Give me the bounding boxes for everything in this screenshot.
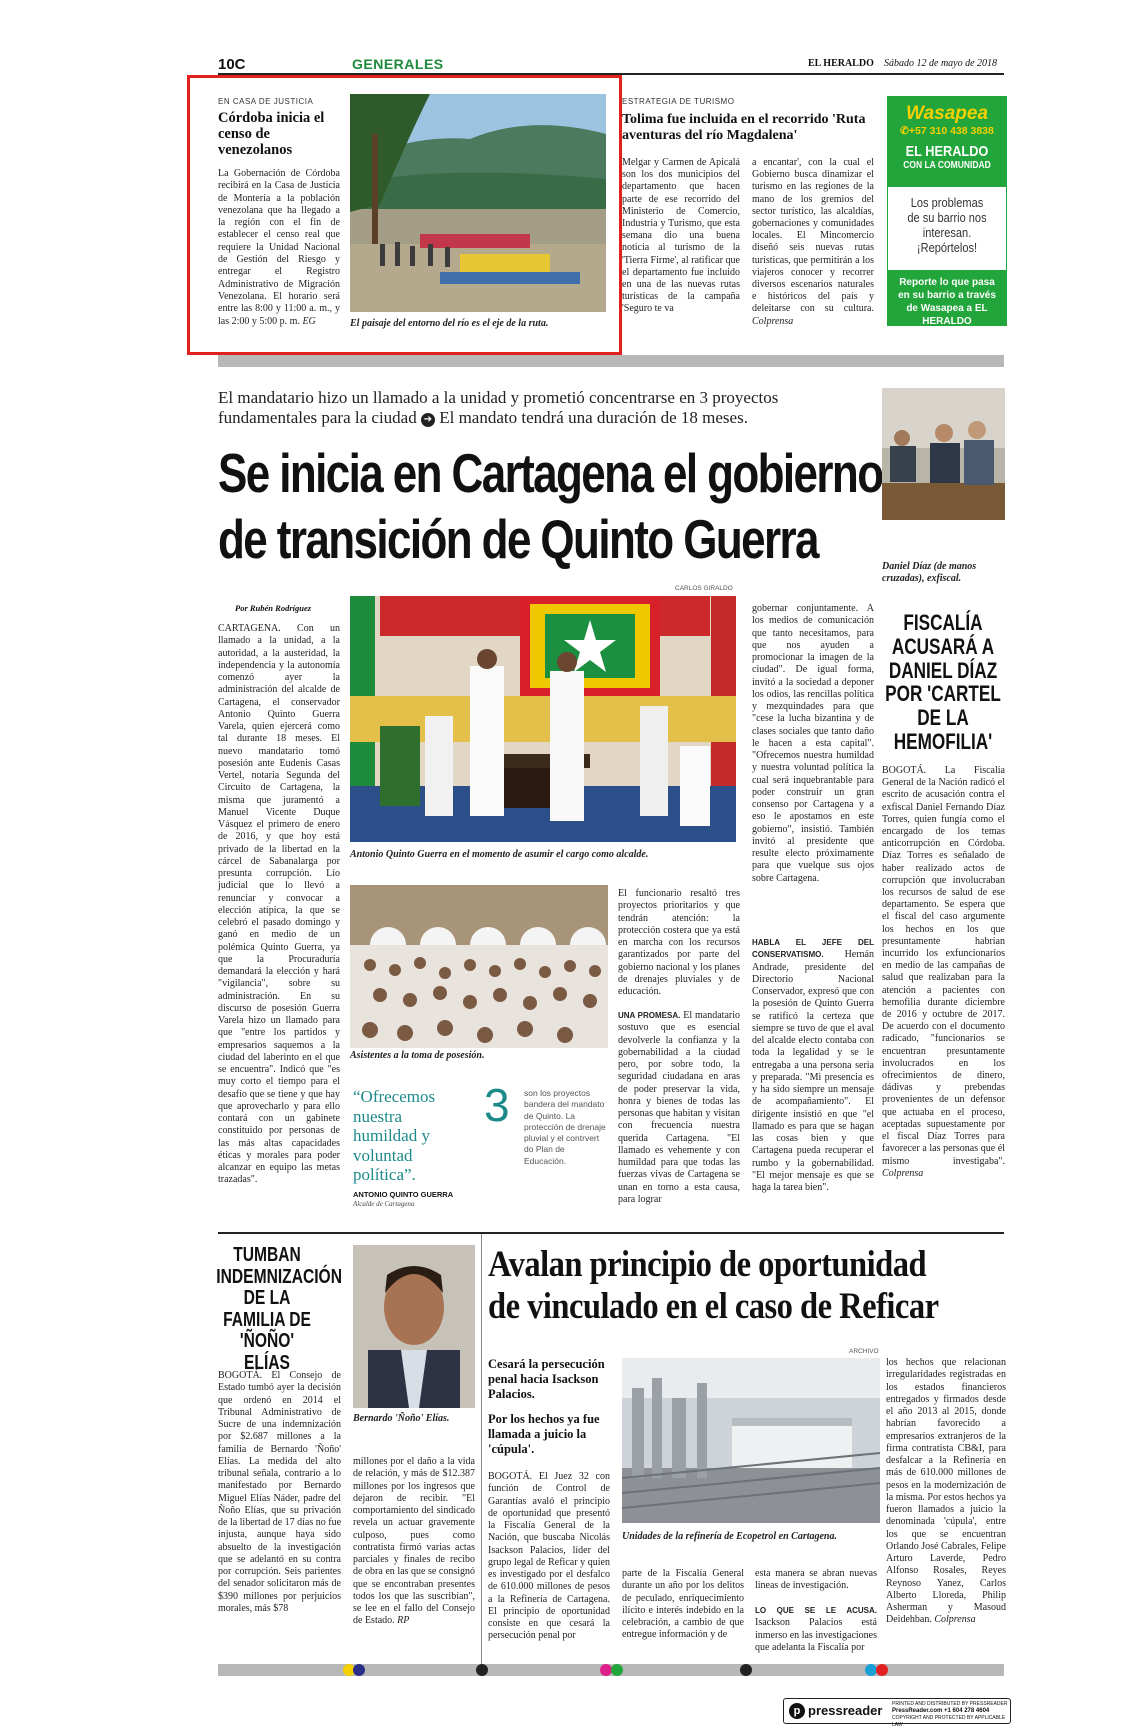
reficar-title: Avalan principio de oportunidad de vinculado en el caso de Reficar — [488, 1244, 939, 1327]
diaz-caption: Daniel Díaz (de manos cruzadas), exfiscal. — [882, 561, 977, 584]
page-number: 10C — [218, 56, 246, 73]
main-col4: gobernar conjuntamente. A los medios de comunicación que tanto necesitamos, para que nos ayuden a promocionar la imagen de la ciudad". De igual forma, invitó a la sociedad a deponer los odios, las rencillas política y mezquindades para que "cese la lucha bizantina y de clases sociales que tanto daño le hacen a esta capital". "Ofrecemos nuestra humildad y nuestra voluntad política la cual será inquebrantable para poder construir un gran consenso por Cartagena y a eso le apostamos en este gobierno", insistió. También invitó al presidente que resulte electo próximamente para que vuelque sus ojos sobre Cartagena. — [752, 603, 874, 884]
register-dot-red — [876, 1664, 888, 1676]
register-dot-blue — [353, 1664, 365, 1676]
pressreader-fine: PRINTED AND DISTRIBUTED BY PRESSREADER PressReader.com +1 604 278 4604 COPYRIGHT AND PROTECTED BY APPLICABLE LAW — [892, 1701, 1008, 1728]
nono-col2: millones por el daño a la vida de relación, y más de $12.387 millones por los ingresos que dejaron de recibir. "El comportamiento del sindicado revela un actuar gravemente culposo, pues como contratista firmó varias actas parciales y finales de recibo de obra en las que se consignó que se encontraban presentes todos los que las suscribían", se lee en el fallo del Consejo de Estado. RP — [353, 1456, 475, 1627]
column-divider — [481, 1234, 482, 1664]
wasapea-community: CON LA COMUNIDAD — [903, 160, 991, 171]
reficar-col1: BOGOTÁ. El Juez 32 con función de Control de Garantías avaló el principio de oportunidad que presentó la Fiscalía General de la Nación, que buscaba Nicolás Isackson Palacios, líder del grupo legal de Reficar y quien es investigado por el desfalco de 610.000 millones de pesos a la Refinería de Cartagena. El principio de oportunidad consiste en que cesará la persecución penal por — [488, 1471, 610, 1642]
nono-col1: BOGOTÁ. El Consejo de Estado tumbó ayer la decisión que ordenó en 2014 el Tribunal Administrativo de Sucre de una indemnización por $2.687 millones a la familia de Bernardo 'Ñoño' Elías. La medida del alto tribunal señala, contrario a lo manifestado por Bernardo Miguel Elías Náder, padre del Ñoño Elías, que su privación de la libertad de 17 días no fue injusta, aunque haya sido absuelto de la investigación que se adelantó en su contra por corrupción. Seis parientes del senador solicitaron más de $390 millones por perjuicios morales, más $78 — [218, 1370, 342, 1614]
pressreader-logo-icon: p — [789, 1703, 805, 1719]
ceremony-caption: Antonio Quinto Guerra en el momento de asumir el cargo como alcalde. — [350, 849, 649, 860]
elias-photo — [353, 1245, 475, 1408]
main-photo-credit: CARLOS GIRALDO — [675, 585, 733, 592]
main-col3b: UNA PROMESA. El mandatario sostuvo que es esencial devolverle la confianza y la gobernabilidad a la ciudad pero, por sobre todo, la seguridad ciudadana en aras de poder preservar la vida, honra y bienes de todas las personas que habitan y visitan con frecuencia nuestra querida Cartagena. "El llamado es vehemente y con humildad para que todas las fuerzas vivas de Cartagena se unan en torno a esta causa, para lograr — [618, 1010, 740, 1205]
fiscalia-title: FISCALÍA ACUSARÁ A DANIEL DÍAZ POR 'CARTEL DE LA HEMOFILIA' — [885, 610, 1001, 754]
reficar-col4: los hechos que relacionan irregularidades registradas en los estados financieros entregados y firmados desde el año 2013 al 2015, donde habrían favorecido a empresarios extranjeros de la firma contratista CB&I, para desfalcar a la Refinería en más de 610.000 millones de pesos en la modernización de la misma. Por estos hechos ya fueron llamados a juicio la denominada 'cúpula', entre los que se encuentran Orlando José Cabrales, Felipe Arturo Laverde, Pedro Alfonso Rosales, Reyes Reynoso Yanez, Carlos Alberto Lloreda, Philip Asherman y Masoud Deidehban. Colprensa — [886, 1357, 1006, 1626]
cordoba-body: La Gobernación de Córdoba recibirá en la Casa de Justicia de Montería a la población venezolana que ha llegado a la región con el fin de establecer el censo real que requiere la Unidad Nacional de Gestión del Riesgo y entregar el Registro Administrativo de Migración Venezolana. El horario será entre las 8:00 y 11:00 a. m., y las 2:00 y 5:00 p. m. EG — [218, 168, 340, 327]
reficar-photo-credit: ARCHIVO — [849, 1348, 879, 1355]
wasapea-box — [887, 96, 1007, 326]
byline: Por Rubén Rodríguez — [235, 603, 312, 613]
tolima-title: Tolima fue incluida en el recorrido 'Ruta aventuras del río Magdalena' — [622, 112, 866, 143]
reficar-col3b: LO QUE SE LE ACUSA. Isackson Palacios está inmerso en las investigaciones que adelanta la Fiscalía por — [755, 1606, 877, 1653]
refinery-caption: Unidades de la refinería de Ecopetrol en Cartagena. — [622, 1531, 837, 1542]
section-name: GENERALES — [352, 56, 444, 72]
river-photo — [350, 94, 606, 312]
tolima-col2: a encantar', con la cual el Gobierno busca dinamizar el turismo en las regiones de la mano de los gremios del sector turístico, las alcaldías, gobernaciones y comunidades locales. El Mincomercio diseñó seis nuevas rutas turísticas, que permitirán a los viajeros conocer y recorrer diversos escenarios naturales e históricos del país y deleitarse con su cultura. Colprensa — [752, 157, 874, 327]
register-dot-black — [476, 1664, 488, 1676]
wasapea-paper: EL HERALDO — [905, 143, 989, 160]
diaz-photo — [882, 388, 1005, 520]
wasapea-phone: ✆+57 310 438 3838 — [900, 125, 994, 137]
cordoba-title: Córdoba inicia el censo de venezolanos — [218, 110, 325, 158]
main-col3: El funcionario resaltó tres proyectos prioritarios y que tendrán atención: la protección costera que ya está en marcha con los recursos garantizados por parte del gobierno nacional y los planes de drenajes pluviales y de educación. — [618, 888, 740, 997]
wasapea-tagline: Los problemas de su barrio nos interesan. ¡Repórtelos! — [907, 195, 987, 255]
ceremony-photo — [350, 596, 736, 842]
refinery-photo — [622, 1358, 880, 1523]
wasapea-brand: Wasapea — [905, 103, 989, 124]
paper-name: EL HERALDO — [808, 58, 874, 69]
crowd-caption: Asistentes a la toma de posesión. — [350, 1050, 485, 1061]
main-col4b: HABLA EL JEFE DEL CONSERVATISMO. Hernán Andrade, presidente del Directorio Nacional Conservador, expresó que con la posesión de Quinto Guerra se ratificó la certeza que siempre se tuvo de que el aval del alcalde electo contaba con toda la legalidad y se le entregaba a una persona seria y preparada. "Mi presencia es y ha sido siempre un mensaje de acompañamiento". El dirigente insistió en que "el llamado es para que se hagan las cosas bien y que Cartagena pueda recuperar el rumbo y la gobernabilidad. "El mejor mensaje es que se haga la tarea bien". — [752, 938, 874, 1193]
fiscalia-body: BOGOTÁ. La Fiscalía General de la Nación radicó el escrito de acusación contra el exfiscal Daniel Fernando Díaz Torres, quien fungía como el encargado de los temas anticorrupción en Córdoba. Díaz Torres es señalado de haber realizado actos de corrupción que involucraban los recursos de salud de ese departamento. Se espera que el fiscal del caso argumente los hechos en los que presuntamente habrían incurrido los exfuncionarios en medio de las campañas de salud que realizaban para la atención a pacientes con hemofilia durante diciembre de 2016 y octubre de 2017. De acuerdo con el documento radicado, "funcionarios se encuentran presuntamente involucrados en los ofrecimientos de dinero, dádivas y prebendas provenientes de un defensor que actuaba en el proceso, aceptadas supuestamente por el fiscal Díaz Torres para favorecer a las personas que él mismo investigaba". Colprensa — [882, 765, 1005, 1179]
main-col1: CARTAGENA. Con un llamado a la unidad, a la autoridad, a la austeridad, la independencia y la autonomía comenzó ayer la administración del alcalde de Cartagena, el conservador Antonio Quinto Guerra Varela, quien ejercerá como tal durante 18 meses. El nuevo mandatario tomó posesión ante Eudenis Casas Vertel, notaria Segunda del Circuito de Cartagena, la misma que juramentó a Manuel Vicente Duque Vásquez el primero de enero de 2016, y que hoy está privado de la libertad en la cárcel de Sabanalarga por presunta corrupción. Lío judicial que lo llevó a renunciar y convocar a elección atípica, la que se celebró el pasado domingo y ganó en medio de un polémica Quinto Guerra, ya que la Procuraduría demandará la elección y hará "vigilancia", sobre su administración. En su discurso de posesión Guerra Varela hizo un llamado para que "entre los partidos y empresarios saquemos a la ciudad del laberinto en el que se encuentra". Indicó que "es muy corto el tiempo para el desafío que se tiene y que hay que aprovecharlo y para ello contará con un gabinete constituido por personas de las más altas capacidades éticas y morales para poder alcanzar en equipo las metas trazadas". — [218, 623, 340, 1186]
reficar-col3: esta manera se abran nuevas líneas de investigación. — [755, 1568, 877, 1592]
reficar-sub1: Cesará la persecución penal hacia Isackson Palacios. — [488, 1357, 605, 1401]
main-title: Se inicia en Cartagena el gobierno de transición de Quinto Guerra — [218, 442, 883, 570]
reficar-col2: parte de la Fiscalía General durante un año por los delitos de peculado, enriquecimiento ilícito e interés indebido en la celebración, a cambio de que entregue información y de — [622, 1568, 744, 1641]
main-deck: El mandatario hizo un llamado a la unidad y prometió concentrarse en 3 proyectos fundamentales para la ciudad ➔ El mandato tendrá una duración de 18 meses. — [218, 388, 779, 427]
pressreader-badge[interactable] — [783, 1698, 1011, 1728]
cordoba-caption: El paisaje del entorno del río es el eje de la ruta. — [350, 318, 549, 329]
wasapea-cta: Reporte lo que pasa en su barrio a través de Wasapea a EL HERALDO — [888, 270, 1006, 325]
crowd-photo — [350, 885, 608, 1048]
elias-caption: Bernardo 'Ñoño' Elías. — [353, 1413, 450, 1424]
big-number: 3 — [484, 1079, 510, 1131]
nono-title: TUMBAN INDEMNIZACIÓN DE LA FAMILIA DE 'ÑOÑO' ELÍAS — [216, 1244, 342, 1374]
grey-band — [218, 355, 1004, 367]
arrow-icon: ➔ — [421, 413, 435, 427]
register-dot-black-2 — [740, 1664, 752, 1676]
section-rule — [218, 1232, 1004, 1234]
quote-role: Alcalde de Cartagena — [353, 1200, 415, 1208]
quote-name: ANTONIO QUINTO GUERRA — [353, 1190, 454, 1199]
issue-date: Sábado 12 de mayo de 2018 — [884, 58, 998, 69]
tolima-col1: Melgar y Carmen de Apicalá son los dos municipios del departamento que hacen parte de ese recorrido del Ministerio de Comercio, Industria y Turismo, que esta semana dio una buena noticia al turismo de la 'Tierra Firme', al ratificar que el departamento fue incluido en una de las nuevas rutas turísticas de la campaña 'Seguro te va — [622, 157, 740, 315]
register-dot-green — [611, 1664, 623, 1676]
pressreader-brand: pressreader — [808, 1703, 883, 1718]
cordoba-kicker: EN CASA DE JUSTICIA — [218, 97, 314, 106]
pull-quote: “Ofrecemos nuestra humildad y voluntad política”. — [353, 1087, 436, 1184]
tolima-kicker: ESTRATEGIA DE TURISMO — [622, 97, 735, 106]
reficar-sub2: Por los hechos ya fue llamada a juicio la 'cúpula'. — [488, 1412, 600, 1456]
number-text: son los proyectos bandera del mandato de Quinto. La protección de drenaje pluvial y el contrvert do Plan de Educación. — [524, 1088, 606, 1166]
